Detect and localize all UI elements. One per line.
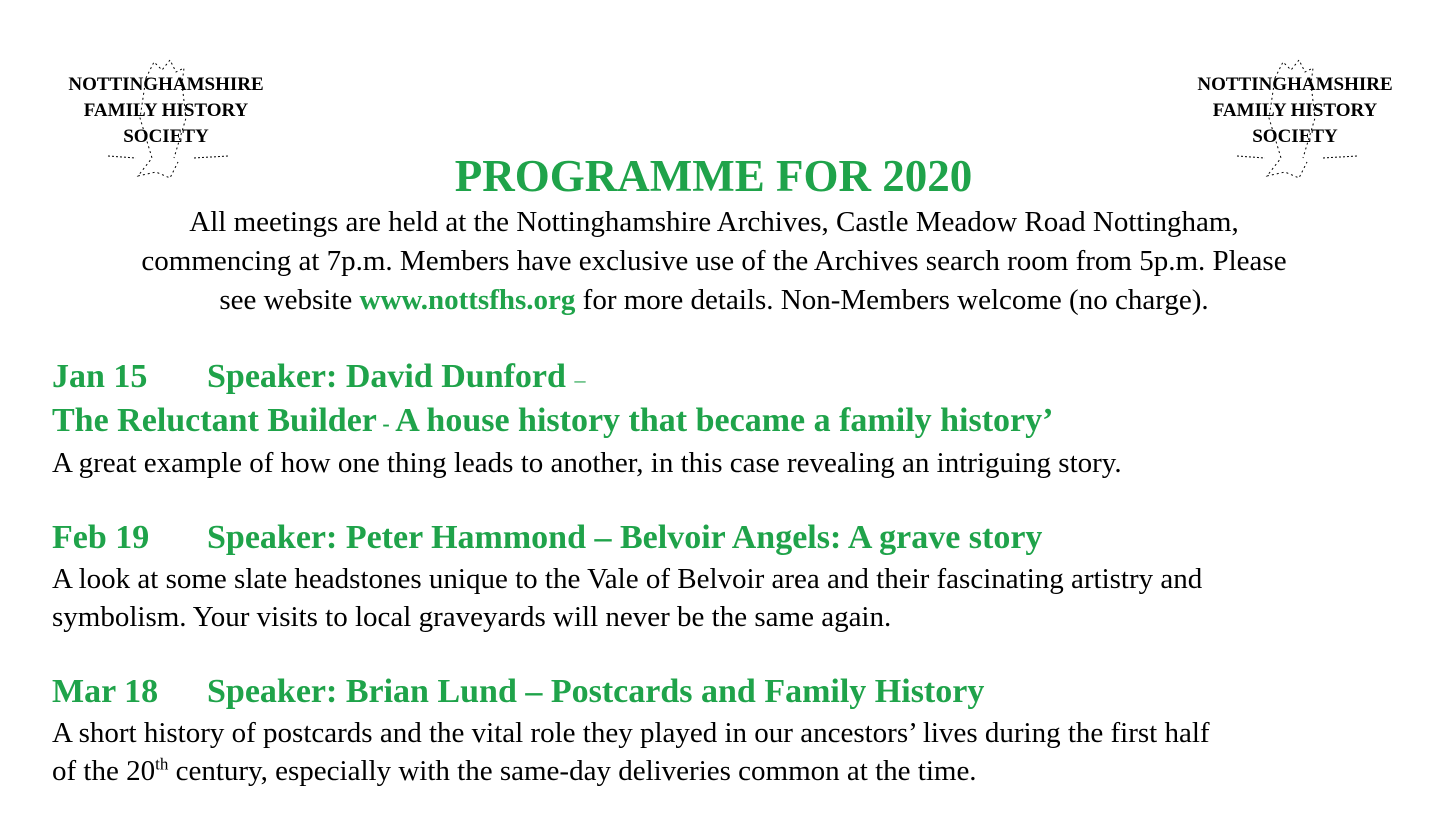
intro-line-2: commencing at 7p.m. Members have exclusive use of the Archives search room from 5p.m. Please — [141, 245, 1287, 277]
event-description — [52, 444, 1422, 482]
intro-line-3-after: for more details. Non-Members welcome (no charge). — [575, 284, 1209, 316]
event-speaker: Speaker: Brian Lund – Postcards and Family History — [207, 673, 985, 710]
event-description — [52, 560, 1422, 636]
logo-line-3: SOCIETY — [1252, 126, 1338, 147]
event-speaker: Speaker: Peter Hammond – Belvoir Angels: A grave story — [207, 519, 1043, 556]
event-description-line: A look at some slate headstones unique to the Vale of Belvoir area and their fascinating artistry and — [52, 563, 1203, 595]
intro-line-3 — [20, 281, 1408, 320]
logo-line-1: NOTTINGHAMSHIRE — [68, 74, 264, 95]
intro-paragraph — [20, 203, 1408, 320]
logo-line-2: FAMILY HISTORY — [1212, 100, 1378, 121]
logo-line-2: FAMILY HISTORY — [83, 100, 249, 121]
logo-line-1: NOTTINGHAMSHIRE — [1197, 74, 1393, 95]
event-heading — [52, 672, 984, 712]
page-title: PROGRAMME FOR 2020 — [454, 151, 973, 201]
logo-line-3: SOCIETY — [123, 126, 209, 147]
event-date: Mar 18 — [52, 673, 159, 710]
event-heading — [52, 357, 585, 400]
event-subtitle-main: The Reluctant Builder — [52, 402, 377, 439]
event-heading — [52, 518, 1042, 558]
ordinal-suffix: th — [155, 754, 169, 774]
event-date: Jan 15 — [52, 358, 148, 395]
event-description-line: symbolism. Your visits to local graveyards will never be the same again. — [52, 601, 892, 633]
event-description-line — [52, 752, 1422, 790]
event-description — [52, 714, 1422, 790]
event-date: Feb 19 — [52, 519, 150, 556]
event-description-before: of the 20 — [52, 755, 156, 787]
intro-line-3-before: see website — [219, 284, 360, 316]
website-link[interactable]: www.nottsfhs.org — [359, 284, 576, 316]
intro-line-1: All meetings are held at the Nottinghamshire Archives, Castle Meadow Road Nottingham, — [189, 206, 1239, 238]
event-subtitle — [52, 401, 1053, 444]
event-subtitle-dash: - — [376, 411, 396, 436]
event-subtitle-rest: A house history that became a family history’ — [395, 402, 1054, 439]
event-dash: – — [574, 367, 586, 392]
event-speaker: Speaker: David Dunford — [207, 358, 575, 395]
event-description-line: A great example of how one thing leads to another, in this case revealing an intriguing story. — [52, 447, 1122, 479]
event-description-after: century, especially with the same-day deliveries common at the time. — [168, 755, 977, 787]
event-description-line: A short history of postcards and the vital role they played in our ancestors’ lives during the first half — [52, 717, 1210, 749]
